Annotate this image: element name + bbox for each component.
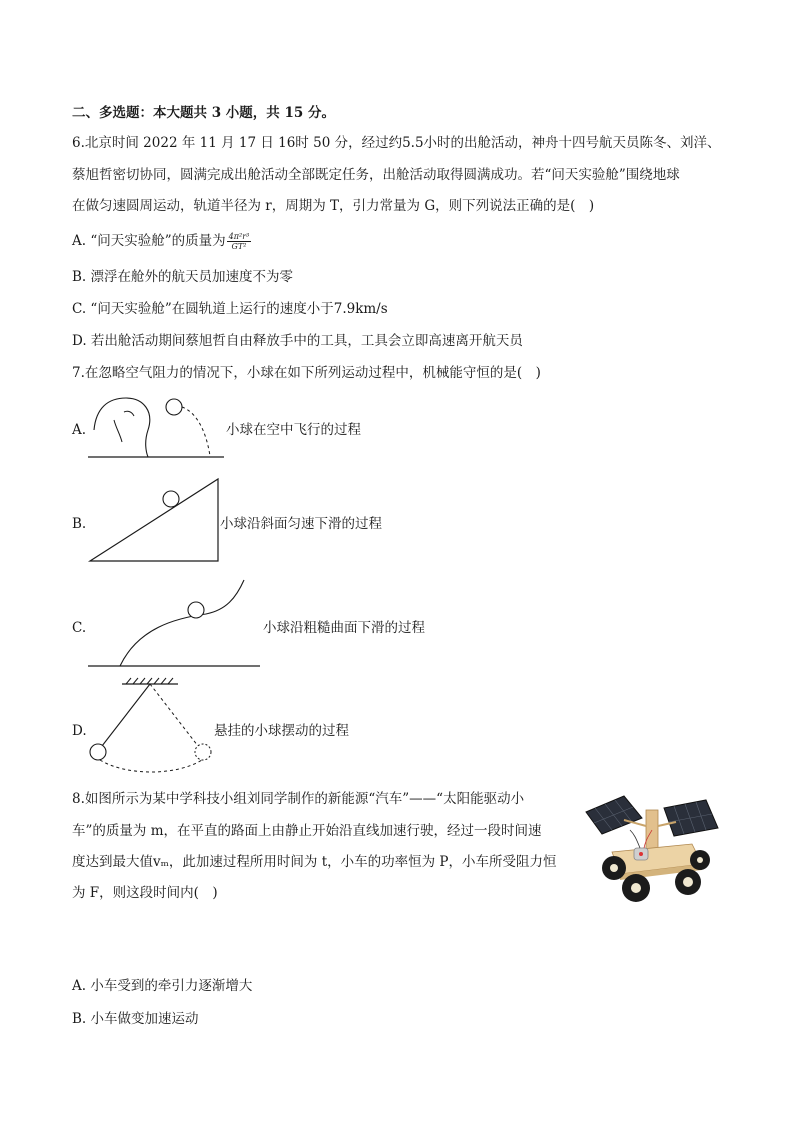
fraction-numerator: 4π²r³ [228, 232, 250, 241]
q6-option-c[interactable]: C. “问天实验舱”在圆轨道上运行的速度小于7.9km/s [72, 301, 388, 317]
q7-option-c-letter[interactable]: C. [72, 620, 87, 636]
q8-stem-line3: 度达到最大值vₘ，此加速过程所用时间为 t，小车的功率恒为 P，小车所受阻力恒 [72, 854, 557, 870]
q7-option-d-letter[interactable]: D. [72, 723, 87, 739]
q7-option-a-text: 小球在空中飞行的过程 [226, 422, 361, 438]
q6-stem-line2: 蔡旭哲密切协同，圆满完成出舱活动全部既定任务，出舱活动取得圆满成功。若“问天实验舱”围绕地球 [72, 167, 680, 183]
q6-option-a[interactable] [72, 232, 252, 251]
section-header: 二、多选题：本大题共 3 小题，共 15 分。 [72, 105, 335, 121]
q6-option-a-fraction [227, 232, 252, 251]
fraction-denominator: GT² [231, 242, 247, 251]
q8-option-b[interactable]: B. 小车做变加速运动 [72, 1011, 199, 1027]
projectile-figure [86, 390, 236, 462]
q7-option-c-text: 小球沿粗糙曲面下滑的过程 [263, 620, 425, 636]
q8-option-a[interactable]: A. 小车受到的牵引力逐渐增大 [72, 978, 253, 994]
q7-option-a-letter[interactable]: A. [72, 422, 87, 438]
q7-option-b-text: 小球沿斜面匀速下滑的过程 [220, 516, 382, 532]
q6-stem-line1: 6.北京时间 2022 年 11 月 17 日 16时 50 分，经过约5.5小时的出舱活动，神舟十四号航天员陈冬、刘洋、 [72, 135, 721, 151]
q6-option-b[interactable]: B. 漂浮在舱外的航天员加速度不为零 [72, 269, 294, 285]
q8-stem-line2: 车”的质量为 m，在平直的路面上由静止开始沿直线加速行驶，经过一段时间速 [72, 823, 542, 839]
q7-option-b-letter[interactable]: B. [72, 516, 87, 532]
q6-option-d[interactable]: D. 若出舱活动期间蔡旭哲自由释放手中的工具，工具会立即高速离开航天员 [72, 333, 523, 349]
q7-stem: 7.在忽略空气阻力的情况下，小球在如下所列运动过程中，机械能守恒的是( ) [72, 365, 541, 381]
q6-option-a-text: A. “问天实验舱”的质量为 [72, 233, 226, 249]
q8-stem-line4: 为 F，则这段时间内( ) [72, 885, 218, 901]
solar-car-image [584, 790, 724, 910]
incline-figure [86, 475, 226, 567]
q7-option-d-text: 悬挂的小球摆动的过程 [214, 723, 349, 739]
q6-stem-line3: 在做匀速圆周运动，轨道半径为 r，周期为 T，引力常量为 G，则下列说法正确的是( ) [72, 198, 595, 214]
q8-stem-line1: 8.如图所示为某中学科技小组刘同学制作的新能源“汽车”——“太阳能驱动小 [72, 791, 525, 807]
pendulum-figure [86, 676, 226, 776]
rough-curve-figure [86, 578, 266, 670]
